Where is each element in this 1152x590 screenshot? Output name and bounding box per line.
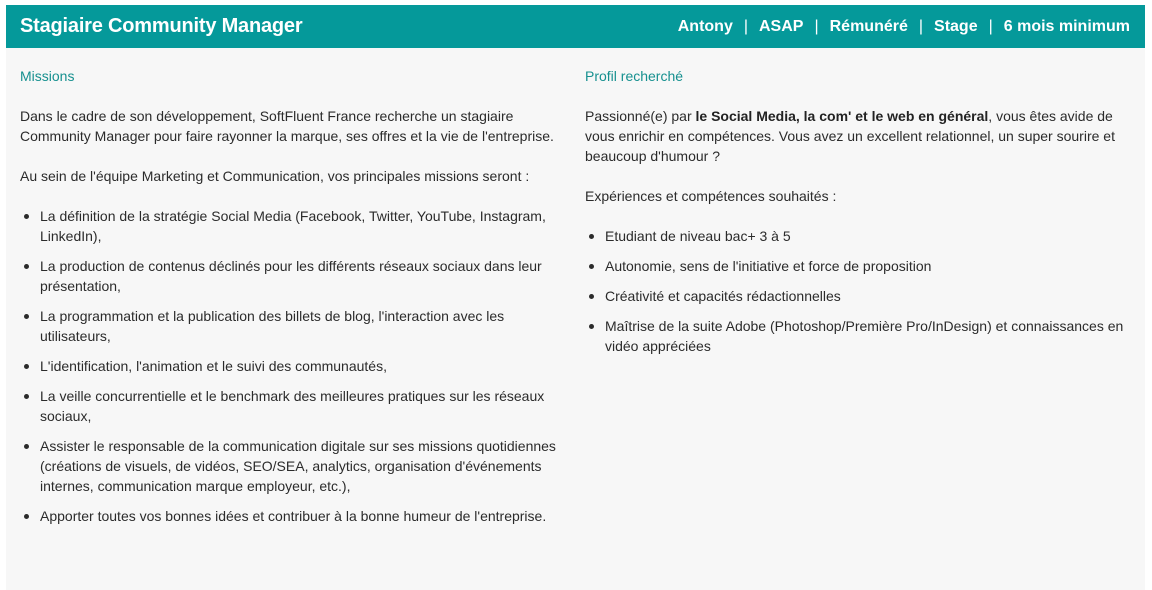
list-item: Maîtrise de la suite Adobe (Photoshop/Première Pro/InDesign) et connaissances en vidéo appréciées [585,316,1135,356]
job-meta [678,18,1130,36]
meta-duration: 6 mois minimum [1003,17,1130,35]
missions-lead: Au sein de l'équipe Marketing et Communication, vos principales missions seront : [20,168,530,184]
missions-intro: Dans le cadre de son développement, SoftFluent France recherche un stagiaire Community Manager pour faire rayonner la marque, ses offres et la vie de l'entreprise. [20,108,554,144]
list-item: Apporter toutes vos bonnes idées et contribuer à la bonne humeur de l'entreprise. [20,506,568,526]
profile-intro-bold: le Social Media, la com' et le web en général [695,108,989,124]
list-item: La production de contenus déclinés pour les différents réseaux sociaux dans leur présentation, [20,256,568,296]
list-item: La programmation et la publication des billets de blog, l'interaction avec les utilisateurs, [20,306,568,346]
missions-title: Missions [20,68,75,84]
meta-separator: | [814,17,819,35]
meta-separator: | [918,17,924,35]
missions-list [20,206,568,526]
list-item: La veille concurrentielle et le benchmark des meilleures pratiques sur les réseaux sociaux, [20,386,568,426]
list-item: Créativité et capacités rédactionnelles [585,286,1135,306]
meta-separator: | [743,17,748,35]
meta-location: Antony [677,17,733,35]
profile-title: Profil recherché [585,68,684,84]
job-offer-card [6,5,1145,590]
job-title: Stagiaire Community Manager [20,15,303,37]
profile-section [585,66,1135,366]
meta-start: ASAP [759,17,804,35]
missions-section [20,66,568,536]
job-header [6,5,1145,48]
meta-paid: Rémunéré [829,17,908,35]
meta-separator: | [988,17,993,35]
meta-contract: Stage [934,17,978,35]
list-item: L'identification, l'animation et le suivi des communautés, [20,356,568,376]
list-item: Autonomie, sens de l'initiative et force de proposition [585,256,1135,276]
profile-intro [585,106,1135,166]
profile-list [585,226,1135,356]
list-item: La définition de la stratégie Social Media (Facebook, Twitter, YouTube, Instagram, LinkedIn), [20,206,568,246]
list-item: Etudiant de niveau bac+ 3 à 5 [585,226,1135,246]
list-item: Assister le responsable de la communication digitale sur ses missions quotidiennes (créations de visuels, de vidéos, SEO/SEA, analytics, organisation d'événements internes, communication marque employeur, etc.), [20,436,568,496]
profile-lead: Expériences et compétences souhaités : [585,188,837,204]
profile-intro-start: Passionné(e) par [585,108,696,124]
profile-intro-end: , vous êtes avide de vous enrichir en compétences. Vous avez un excellent relationnel, un super sourire et beaucoup d'humour ? [585,108,1115,164]
